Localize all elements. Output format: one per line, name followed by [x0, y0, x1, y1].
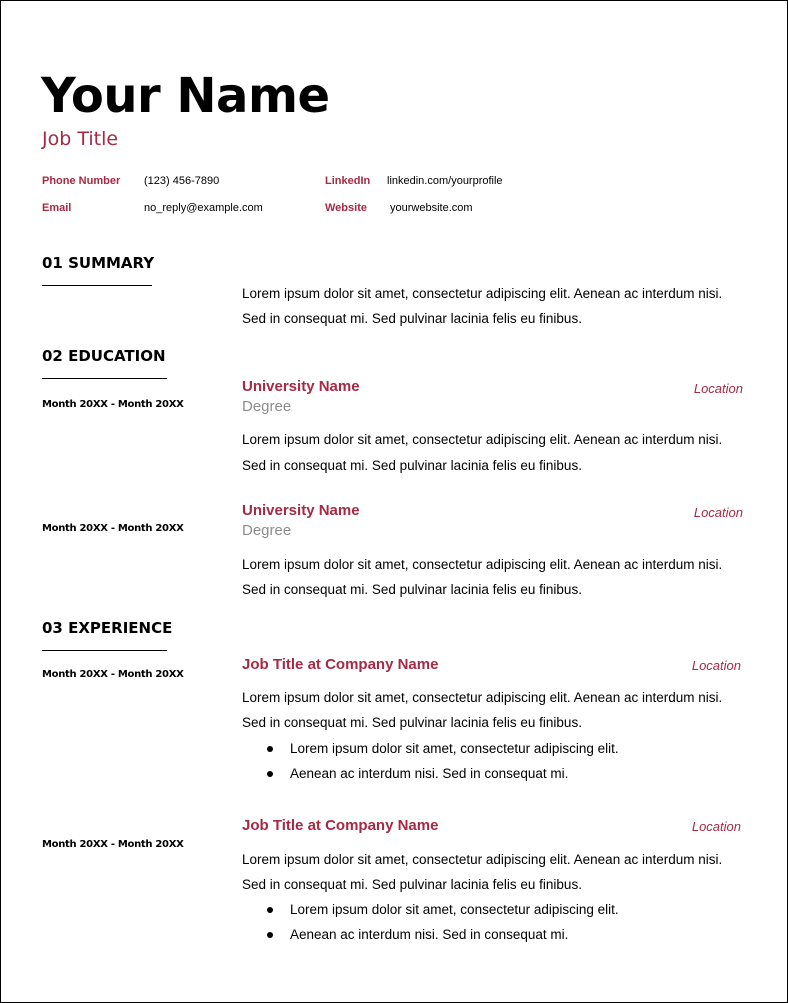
education-school: University Name [242, 378, 360, 395]
education-dates: Month 20XX - Month 20XX [42, 399, 184, 410]
bullet-dot [267, 932, 273, 938]
education-rule [42, 378, 167, 379]
experience-role: Job Title at Company Name [242, 817, 439, 834]
education-degree: Degree [242, 522, 292, 539]
email-value[interactable]: no_reply@example.com [144, 202, 263, 214]
summary-heading: 01 SUMMARY [42, 254, 155, 272]
education-line: Sed in consequat mi. Sed pulvinar lacinia felis eu finibus. [242, 458, 582, 473]
education-location: Location [693, 381, 743, 396]
experience-line: Sed in consequat mi. Sed pulvinar lacinia felis eu finibus. [242, 877, 582, 892]
summary-line: Sed in consequat mi. Sed pulvinar lacinia felis eu finibus. [242, 311, 582, 326]
experience-bullet: Lorem ipsum dolor sit amet, consectetur adipiscing elit. [290, 902, 619, 917]
website-value[interactable]: yourwebsite.com [390, 202, 473, 214]
linkedin-label: LinkedIn [325, 175, 371, 187]
experience-line: Lorem ipsum dolor sit amet, consectetur adipiscing elit. Aenean ac interdum nisi. [242, 852, 723, 867]
experience-heading: 03 EXPERIENCE [42, 619, 173, 637]
experience-dates: Month 20XX - Month 20XX [42, 839, 184, 850]
resume-name: Your Name [41, 68, 330, 124]
experience-bullet: Aenean ac interdum nisi. Sed in consequat mi. [290, 927, 569, 942]
linkedin-value[interactable]: linkedin.com/yourprofile [387, 175, 503, 187]
phone-value: (123) 456-7890 [144, 175, 220, 187]
resume-job-title: Job Title [42, 128, 119, 150]
experience-dates: Month 20XX - Month 20XX [42, 669, 184, 680]
experience-location: Location [691, 658, 741, 673]
education-line: Lorem ipsum dolor sit amet, consectetur adipiscing elit. Aenean ac interdum nisi. [242, 432, 723, 447]
experience-location: Location [691, 819, 741, 834]
summary-rule [42, 285, 152, 286]
bullet-dot [267, 771, 273, 777]
website-label: Website [325, 202, 367, 214]
education-dates: Month 20XX - Month 20XX [42, 523, 184, 534]
education-school: University Name [242, 502, 360, 519]
experience-bullet: Lorem ipsum dolor sit amet, consectetur adipiscing elit. [290, 741, 619, 756]
email-label: Email [42, 202, 72, 214]
bullet-dot [267, 746, 273, 752]
experience-bullet: Aenean ac interdum nisi. Sed in consequat mi. [290, 766, 569, 781]
education-line: Lorem ipsum dolor sit amet, consectetur adipiscing elit. Aenean ac interdum nisi. [242, 557, 723, 572]
experience-rule [42, 650, 167, 651]
bullet-dot [267, 907, 273, 913]
education-line: Sed in consequat mi. Sed pulvinar lacinia felis eu finibus. [242, 582, 582, 597]
experience-line: Lorem ipsum dolor sit amet, consectetur adipiscing elit. Aenean ac interdum nisi. [242, 690, 723, 705]
summary-line: Lorem ipsum dolor sit amet, consectetur adipiscing elit. Aenean ac interdum nisi. [242, 286, 723, 301]
education-degree: Degree [242, 398, 292, 415]
education-heading: 02 EDUCATION [42, 347, 166, 365]
phone-label: Phone Number [42, 175, 121, 187]
education-location: Location [693, 505, 743, 520]
experience-role: Job Title at Company Name [242, 656, 439, 673]
experience-line: Sed in consequat mi. Sed pulvinar lacinia felis eu finibus. [242, 715, 582, 730]
